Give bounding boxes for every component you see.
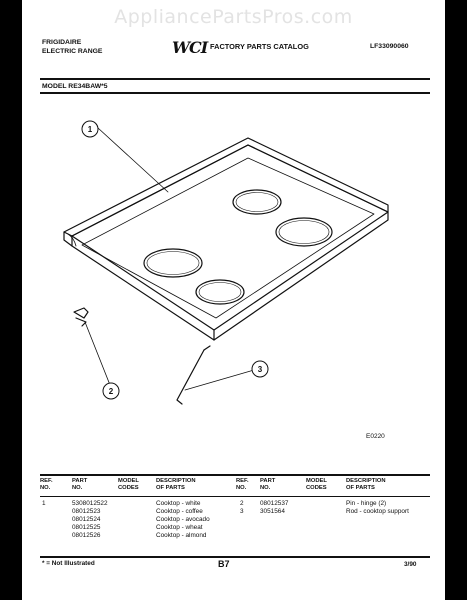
callout-1: 1	[87, 125, 93, 134]
part-description: Cooktop - avocado	[156, 516, 210, 523]
part-number: 08012537	[260, 500, 289, 507]
part-description: Cooktop - wheat	[156, 524, 203, 531]
part-description: Pin - hinge (2)	[346, 500, 387, 507]
part-number: 08012524	[72, 516, 101, 523]
table-top-rule	[40, 474, 430, 476]
hinge-pin-part	[74, 308, 88, 318]
ref-number: 2	[240, 500, 244, 507]
support-rod-part	[177, 350, 204, 404]
catalog-date: 3/90	[404, 561, 417, 568]
table-bottom-rule	[40, 556, 430, 558]
cooktop-outline	[72, 145, 388, 330]
header-ref-no-left: REF. NO.	[40, 478, 53, 491]
catalog-title: FACTORY PARTS CATALOG	[210, 42, 309, 51]
watermark: AppliancePartsPros.com	[114, 6, 353, 28]
wci-logo: WCI	[172, 38, 208, 57]
not-illustrated-note: * = Not Illustrated	[42, 560, 95, 567]
product-type: ELECTRIC RANGE	[42, 48, 103, 55]
part-number: 08012523	[72, 508, 101, 515]
callout-2: 2	[108, 387, 114, 396]
burner-opening-front-right	[196, 280, 244, 304]
part-description: Cooktop - almond	[156, 532, 207, 539]
header-model-codes-right: MODEL CODES	[306, 478, 327, 491]
part-description: Cooktop - coffee	[156, 508, 203, 515]
header-ref-no-right: REF. NO.	[236, 478, 249, 491]
burner-opening-back-right	[276, 218, 332, 246]
header-description-right: DESCRIPTION OF PARTS	[346, 478, 386, 491]
ref-number: 1	[42, 500, 46, 507]
page-number: B7	[218, 559, 230, 569]
part-number: 08012525	[72, 524, 101, 531]
part-number: 3051564	[260, 508, 285, 515]
part-description: Rod - cooktop support	[346, 508, 409, 515]
header-part-no-right: PART NO.	[260, 478, 276, 491]
exploded-diagram	[22, 0, 445, 460]
table-header-rule	[40, 496, 430, 497]
parts-catalog-page	[22, 0, 445, 600]
header-description-left: DESCRIPTION OF PARTS	[156, 478, 196, 491]
drawing-code: E0220	[366, 433, 385, 440]
cooktop-backguard	[64, 138, 388, 236]
model-number: MODEL RE34BAW*5	[42, 83, 108, 90]
part-number: 5308012522	[72, 500, 108, 507]
catalog-number: LF33090060	[370, 43, 409, 50]
brand-name: FRIGIDAIRE	[42, 39, 82, 46]
header-model-codes-left: MODEL CODES	[118, 478, 139, 491]
header-part-no-left: PART NO.	[72, 478, 88, 491]
burner-opening-back-left	[233, 190, 281, 214]
part-number: 08012526	[72, 532, 101, 539]
callout-3: 3	[257, 365, 263, 374]
ref-number: 3	[240, 508, 244, 515]
part-description: Cooktop - white	[156, 500, 201, 507]
burner-opening-front-left	[144, 249, 202, 277]
